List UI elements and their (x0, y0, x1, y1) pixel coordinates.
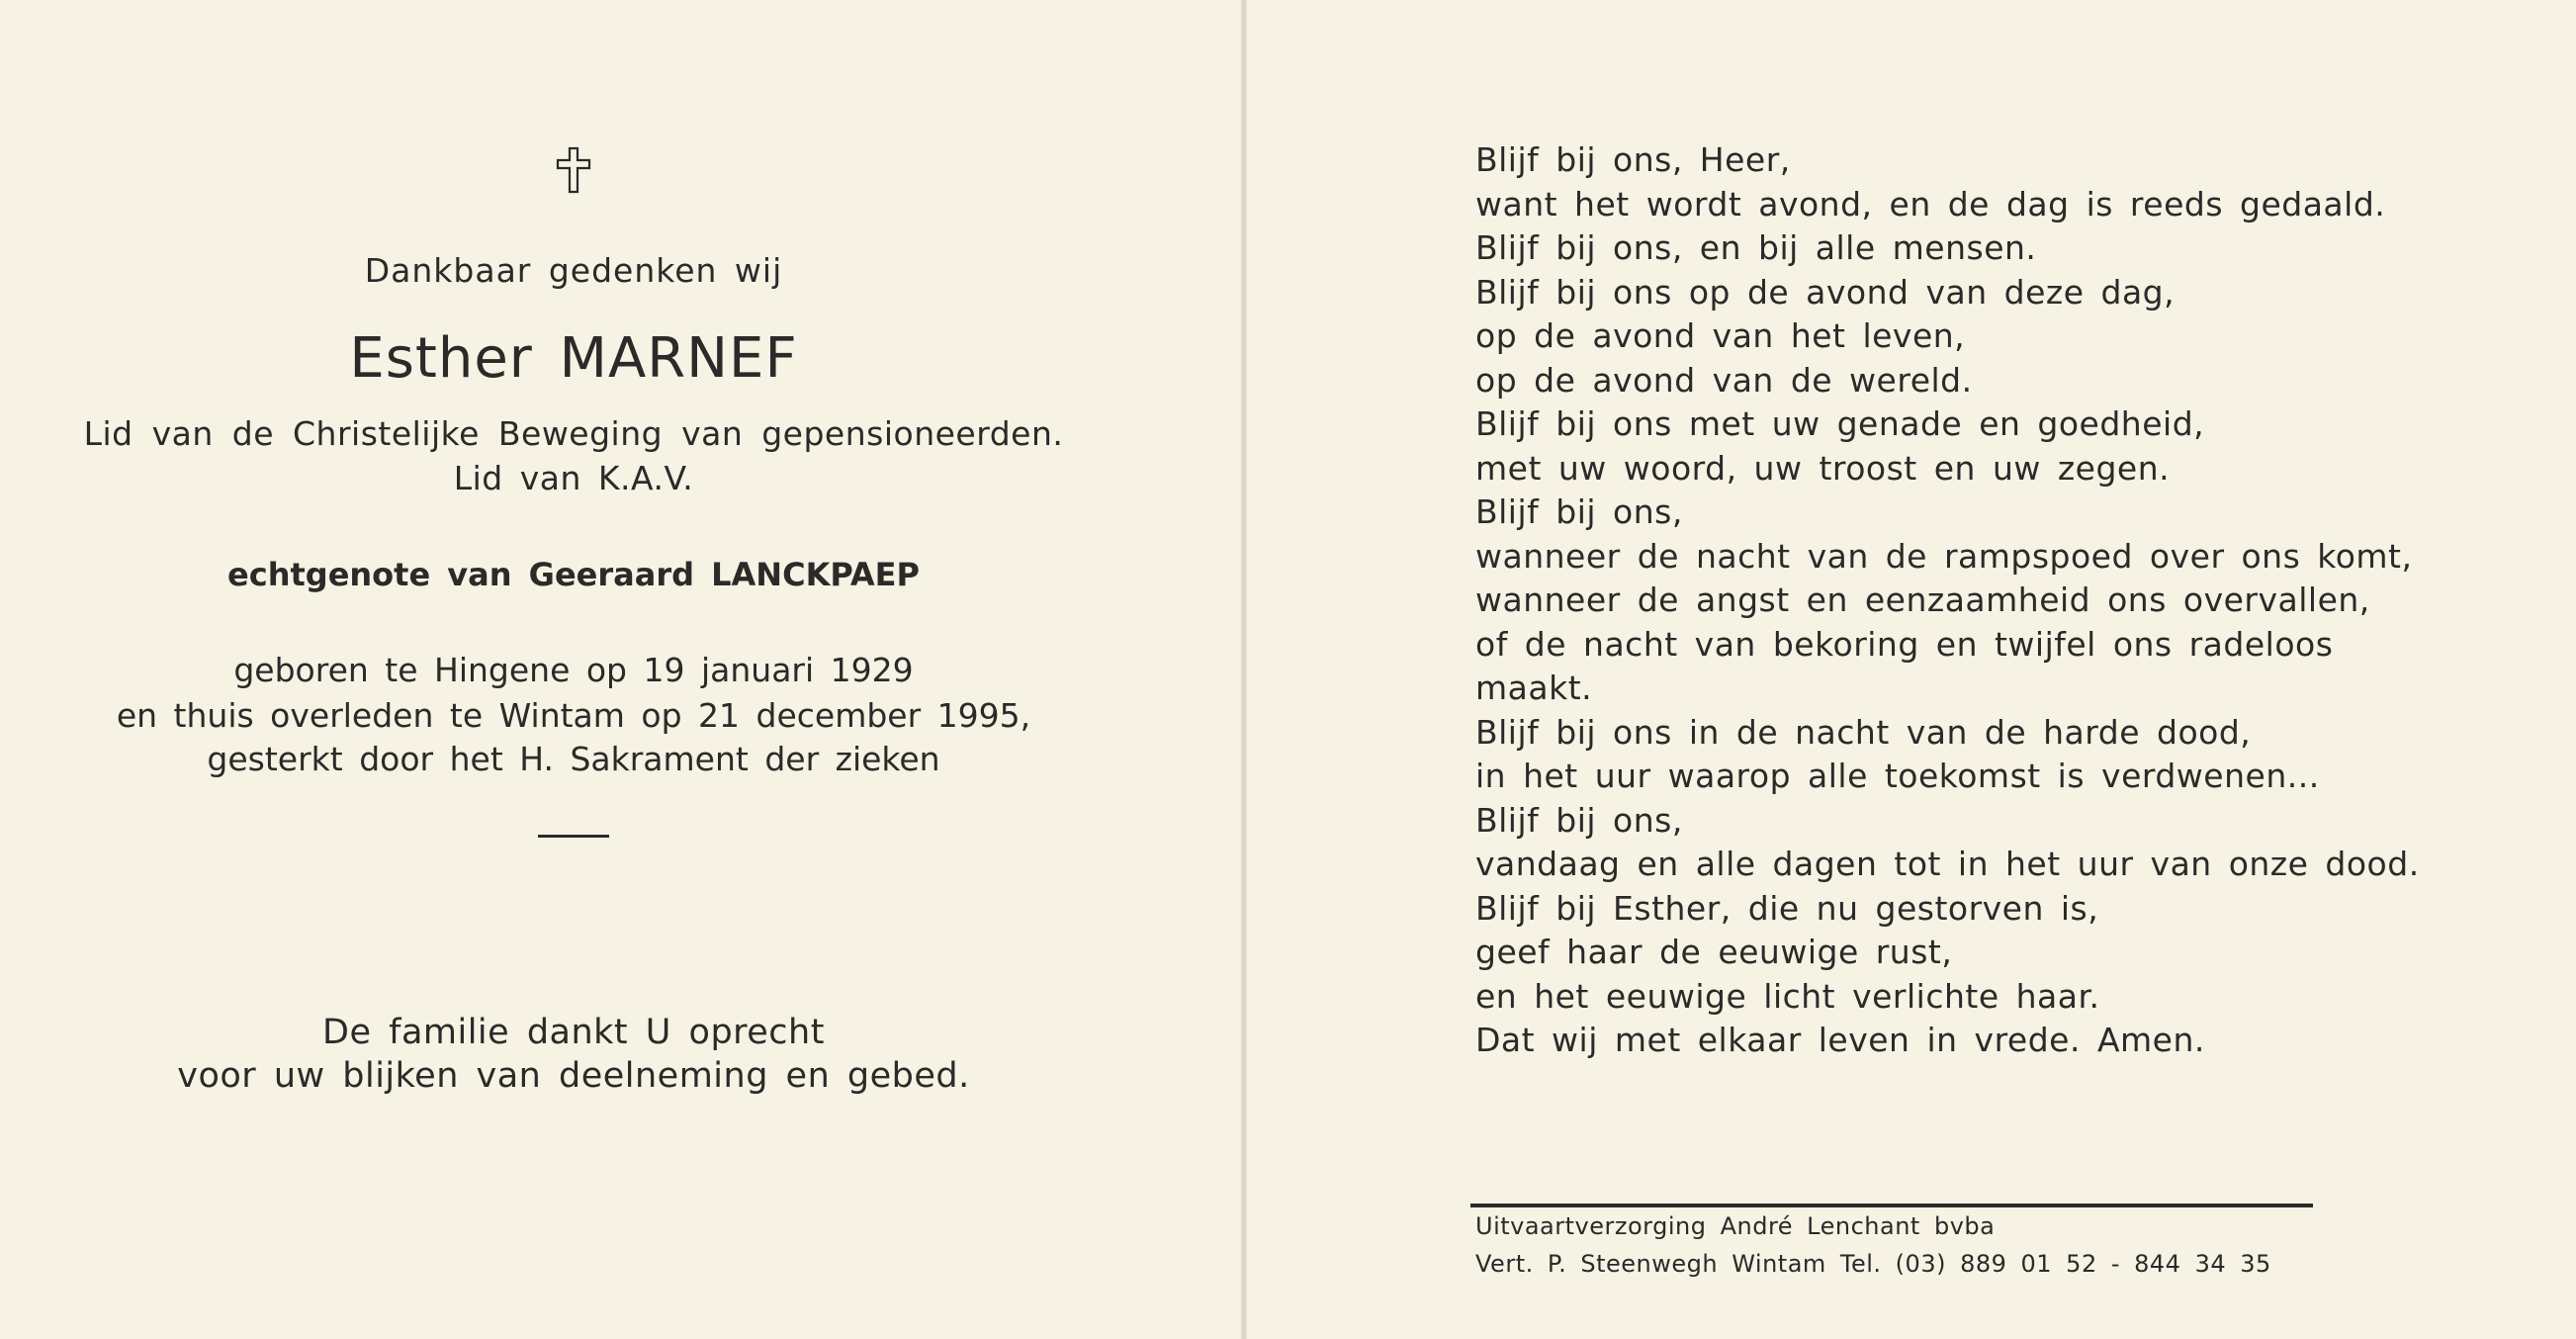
poem-line: of de nacht van bekoring en twijfel ons radeloos (1475, 624, 2334, 664)
thanks-line-1: De familie dankt U oprecht (322, 1013, 825, 1052)
poem-line: maakt. (1475, 669, 1593, 707)
poem-line: op de avond van de wereld. (1475, 360, 1973, 400)
death-line: en thuis overleden te Wintam op 21 december 1995, (116, 696, 1031, 735)
undertaker-name: Uitvaartverzorging André Lenchant bvba (1475, 1212, 1996, 1240)
poem-line: vandaag en alle dagen tot in het uur van onze dood. (1475, 845, 2420, 883)
poem-line: Blijf bij ons, (1475, 800, 1683, 840)
poem-line: geef haar de eeuwige rust, (1475, 933, 1953, 971)
thanks-line-2: voor uw blijken van deelneming en gebed. (177, 1056, 970, 1096)
poem-line: want het wordt avond, en de dag is reeds gedaald. (1475, 184, 2386, 223)
birth-line: geboren te Hingene op 19 januari 1929 (233, 651, 914, 689)
poem-line: op de avond van het leven, (1475, 316, 1966, 355)
poem-line: Blijf bij ons met uw genade en goedheid, (1475, 404, 2205, 443)
sacrament-line: gesterkt door het H. Sakrament der zieken (207, 740, 940, 778)
poem-line: in het uur waarop alle toekomst is verdwenen... (1475, 757, 2320, 795)
membership-line-2: Lid van K.A.V. (453, 459, 694, 497)
poem-line: Blijf bij Esther, die nu gestorven is, (1475, 888, 2099, 928)
poem-line: en het eeuwige licht verlichte haar. (1475, 976, 2100, 1016)
poem-line: wanneer de nacht van de rampspoed over ons komt, (1475, 536, 2413, 576)
prayer-poem (1475, 138, 2420, 1063)
membership-line-1: Lid van de Christelijke Beweging van gepensioneerden. (83, 414, 1064, 453)
cross-icon (556, 146, 591, 194)
footer-rule (1470, 1204, 2313, 1207)
poem-line: wanneer de angst en eenzaamheid ons overvallen, (1475, 580, 2370, 619)
poem-line: Blijf bij ons in de nacht van de harde dood, (1475, 712, 2252, 752)
undertaker-address: Vert. P. Steenwegh Wintam Tel. (03) 889 01 52 - 844 34 35 (1475, 1250, 2271, 1278)
poem-line: Blijf bij ons op de avond van deze dag, (1475, 272, 2176, 312)
intro-text: Dankbaar gedenken wij (364, 251, 783, 290)
spouse-line: echtgenote van Geeraard LANCKPAEP (227, 556, 920, 593)
poem-line: Blijf bij ons, (1475, 492, 1683, 531)
divider-dash (538, 835, 609, 838)
poem-line: Blijf bij ons, en bij alle mensen. (1475, 228, 2037, 267)
deceased-name: Esther MARNEF (349, 326, 798, 391)
poem-line: met uw woord, uw troost en uw zegen. (1475, 448, 2171, 488)
poem-line: Blijf bij ons, Heer, (1475, 140, 1791, 179)
poem-line: Dat wij met elkaar leven in vrede. Amen. (1475, 1021, 2205, 1059)
